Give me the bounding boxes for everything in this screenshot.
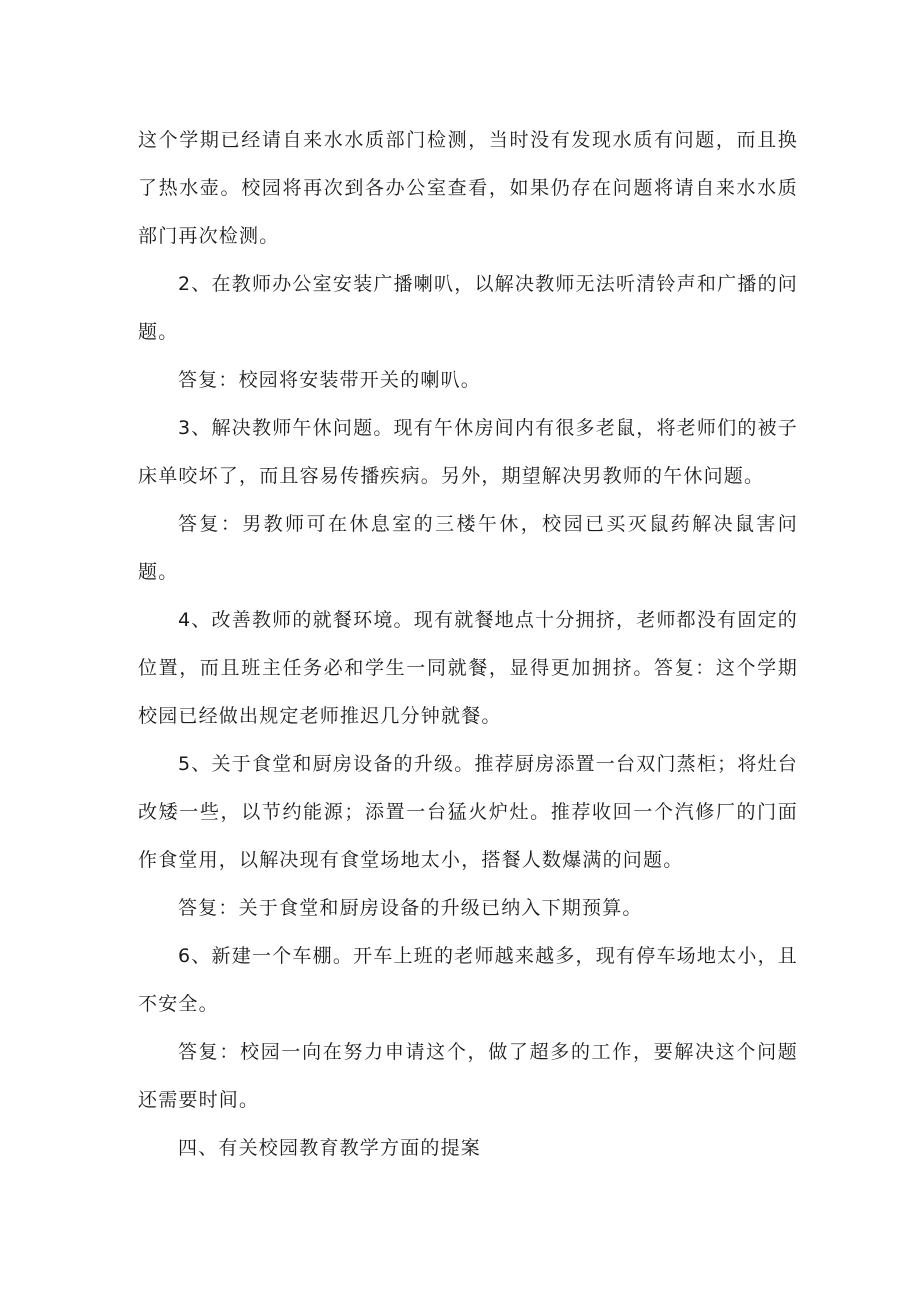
paragraph-item-5: 5、关于食堂和厨房设备的升级。推荐厨房添置一台双门蒸柜；将灶台改矮一些，以节约能源；添置一台猛火炉灶。推荐收回一个汽修厂的门面作食堂用，以解决现有食堂场地太小，搭餐人数爆满的问题。 <box>138 753 798 871</box>
paragraph-reply-5: 答复：关于食堂和厨房设备的升级已纳入下期预算。 <box>178 897 643 919</box>
paragraph-reply-2: 答复：校园将安装带开关的喇叭。 <box>178 369 482 391</box>
paragraph-item-6: 6、新建一个车棚。开车上班的老师越来越多，现有停车场地太小，且不安全。 <box>138 945 798 1015</box>
document-body <box>138 116 798 1172</box>
paragraph-water-quality: 这个学期已经请自来水水质部门检测，当时没有发现水质有问题，而且换了热水壶。校园将再次到各办公室查看，如果仍存在问题将请自来水水质部门再次检测。 <box>138 129 798 247</box>
paragraph-item-2: 2、在教师办公室安装广播喇叭，以解决教师无法听清铃声和广播的问题。 <box>138 273 798 343</box>
paragraph-reply-3: 答复：男教师可在休息室的三楼午休，校园已买灭鼠药解决鼠害问题。 <box>138 513 798 583</box>
paragraph-item-3: 3、解决教师午休问题。现有午休房间内有很多老鼠，将老师们的被子床单咬坏了，而且容易传播疾病。另外，期望解决男教师的午休问题。 <box>138 417 798 487</box>
section-heading-4: 四、有关校园教育教学方面的提案 <box>178 1137 482 1159</box>
paragraph-item-4: 4、改善教师的就餐环境。现有就餐地点十分拥挤，老师都没有固定的位置，而且班主任务必和学生一同就餐，显得更加拥挤。答复：这个学期校园已经做出规定老师推迟几分钟就餐。 <box>138 609 798 727</box>
paragraph-reply-6: 答复：校园一向在努力申请这个，做了超多的工作，要解决这个问题还需要时间。 <box>138 1041 798 1111</box>
